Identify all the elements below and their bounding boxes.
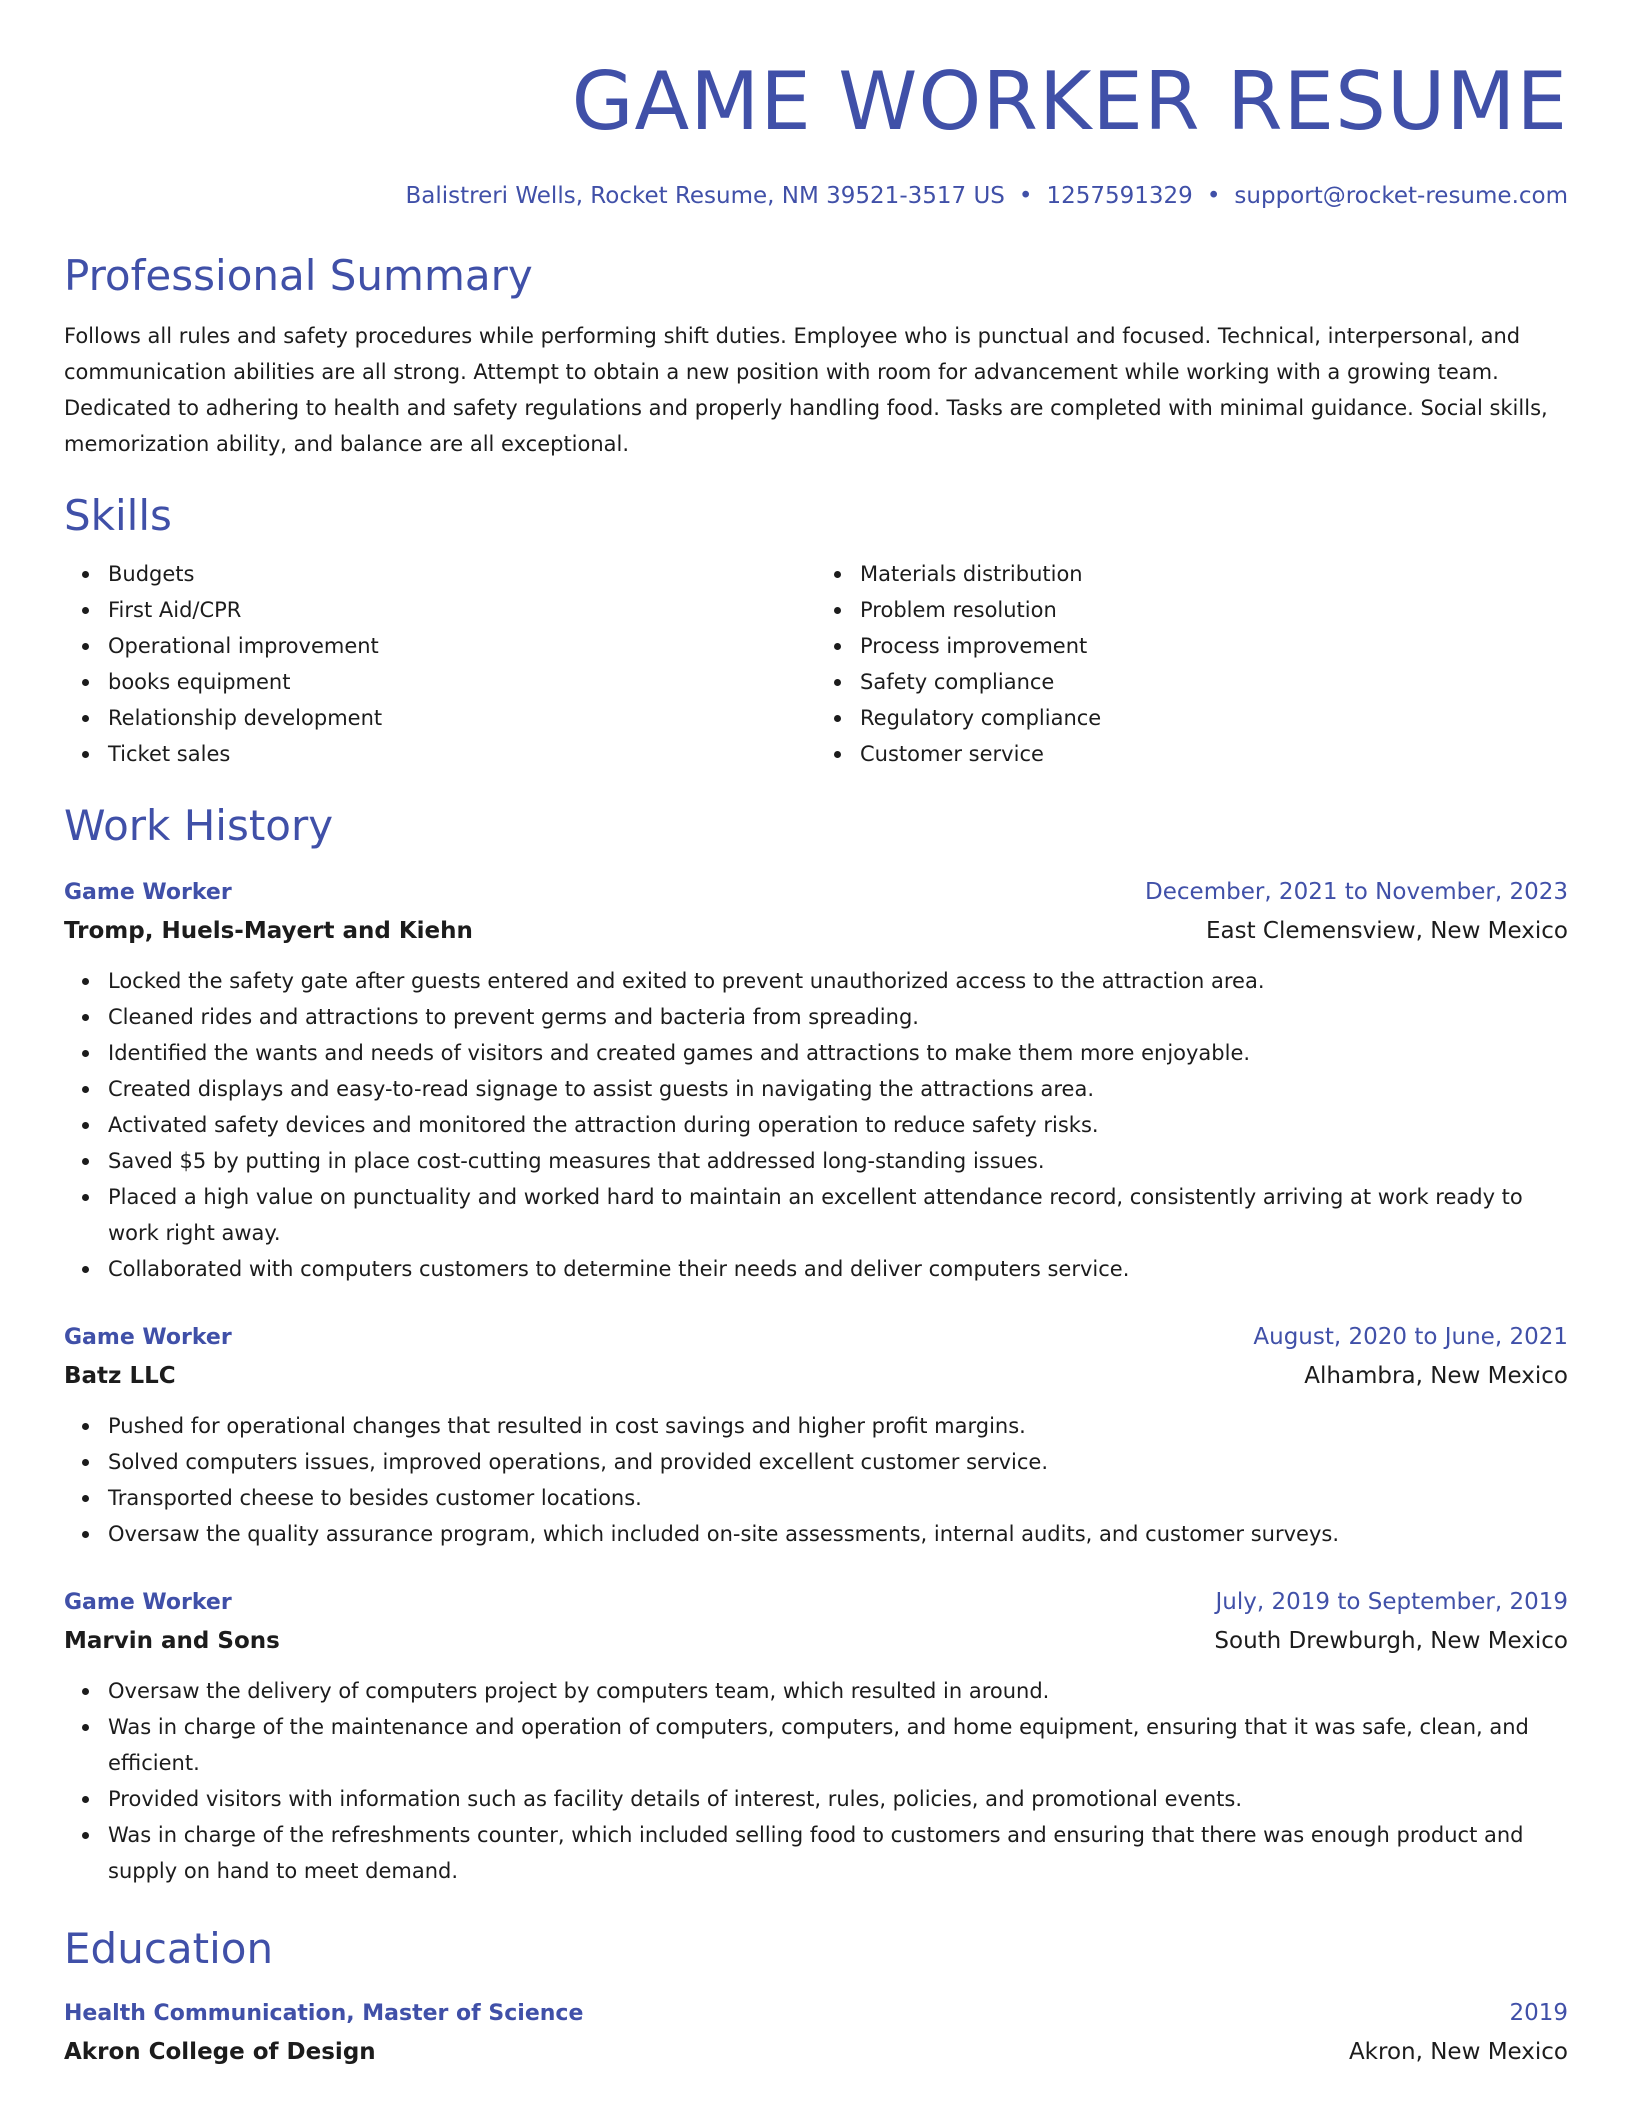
education-heading: Education bbox=[64, 1924, 274, 1973]
skill-item: Ticket sales bbox=[108, 736, 816, 772]
job-entry bbox=[64, 1319, 1568, 1552]
job-bullet: Was in charge of the maintenance and operation of computers, computers, and home equipment, ensuring that it was safe, clean, and efficient. bbox=[108, 1709, 1568, 1781]
job-bullet: Placed a high value on punctuality and worked hard to maintain an excellent attendance record, consistently arriving at work ready to work right away. bbox=[108, 1179, 1568, 1251]
contact-separator: • bbox=[1018, 183, 1033, 209]
education-entry bbox=[64, 1995, 1568, 2070]
job-bullet: Provided visitors with information such as facility details of interest, rules, policies, and promotional events. bbox=[108, 1781, 1568, 1817]
education-year: 2019 bbox=[1509, 2000, 1568, 2026]
job-company: Batz LLC bbox=[64, 1363, 176, 1389]
resume-title: GAME WORKER RESUME bbox=[571, 55, 1568, 148]
skill-item: Problem resolution bbox=[860, 592, 1568, 628]
skills-columns bbox=[64, 556, 1568, 772]
job-location: Alhambra, New Mexico bbox=[1304, 1363, 1568, 1389]
skill-item: Safety compliance bbox=[860, 664, 1568, 700]
contact-line bbox=[64, 180, 1568, 212]
skill-item: books equipment bbox=[108, 664, 816, 700]
education-location: Akron, New Mexico bbox=[1348, 2039, 1568, 2065]
contact-phone: 1257591329 bbox=[1046, 183, 1193, 209]
job-dates: August, 2020 to June, 2021 bbox=[1253, 1324, 1568, 1350]
job-title: Game Worker bbox=[64, 1590, 232, 1615]
job-title: Game Worker bbox=[64, 1325, 232, 1350]
job-bullets bbox=[64, 1408, 1568, 1552]
job-location: East Clemensview, New Mexico bbox=[1205, 918, 1568, 944]
skill-item: Regulatory compliance bbox=[860, 700, 1568, 736]
skills-heading: Skills bbox=[64, 491, 172, 540]
job-bullet: Oversaw the quality assurance program, which included on-site assessments, internal audits, and customer surveys. bbox=[108, 1516, 1568, 1552]
job-bullet: Activated safety devices and monitored the attraction during operation to reduce safety risks. bbox=[108, 1107, 1568, 1143]
job-dates: December, 2021 to November, 2023 bbox=[1145, 879, 1568, 905]
job-dates: July, 2019 to September, 2019 bbox=[1215, 1589, 1568, 1615]
job-company: Tromp, Huels-Mayert and Kiehn bbox=[64, 918, 473, 944]
contact-address: Balistreri Wells, Rocket Resume, NM 39521-3517 US bbox=[405, 183, 1005, 209]
job-bullet: Locked the safety gate after guests entered and exited to prevent unauthorized access to the attraction area. bbox=[108, 963, 1568, 999]
skill-item: Relationship development bbox=[108, 700, 816, 736]
skill-item: Materials distribution bbox=[860, 556, 1568, 592]
job-company: Marvin and Sons bbox=[64, 1628, 280, 1654]
skill-item: Customer service bbox=[860, 736, 1568, 772]
contact-email: support@rocket-resume.com bbox=[1234, 183, 1568, 209]
job-bullets bbox=[64, 1673, 1568, 1889]
job-location: South Drewburgh, New Mexico bbox=[1214, 1628, 1568, 1654]
job-bullet: Transported cheese to besides customer locations. bbox=[108, 1480, 1568, 1516]
education-school: Akron College of Design bbox=[64, 2039, 376, 2065]
contact-separator: • bbox=[1206, 183, 1221, 209]
education-degree: Health Communication, Master of Science bbox=[64, 2001, 584, 2026]
job-bullet: Pushed for operational changes that resulted in cost savings and higher profit margins. bbox=[108, 1408, 1568, 1444]
work-history-heading: Work History bbox=[64, 801, 334, 850]
summary-heading: Professional Summary bbox=[64, 251, 533, 300]
job-bullet: Identified the wants and needs of visitors and created games and attractions to make them more enjoyable. bbox=[108, 1035, 1568, 1071]
job-entry bbox=[64, 874, 1568, 1287]
skill-item: Process improvement bbox=[860, 628, 1568, 664]
job-title: Game Worker bbox=[64, 880, 232, 905]
summary-text: Follows all rules and safety procedures while performing shift duties. Employee who is punctual and focused. Technical, interpersonal, and communication abilities are all strong. Attempt to obtain a new position with room for advancement while working with a growing team. Dedicated to adhering to health and safety regulations and properly handling food. Tasks are completed with minimal guidance. Social skills, memorization ability, and balance are all exceptional. bbox=[64, 324, 1548, 456]
skill-item: Budgets bbox=[108, 556, 816, 592]
job-bullet: Collaborated with computers customers to determine their needs and deliver computers service. bbox=[108, 1251, 1568, 1287]
skill-item: Operational improvement bbox=[108, 628, 816, 664]
skills-list-right bbox=[816, 556, 1568, 772]
skill-item: First Aid/CPR bbox=[108, 592, 816, 628]
job-bullet: Cleaned rides and attractions to prevent germs and bacteria from spreading. bbox=[108, 999, 1568, 1035]
job-bullets bbox=[64, 963, 1568, 1287]
job-bullet: Was in charge of the refreshments counter, which included selling food to customers and ensuring that there was enough product and supply on hand to meet demand. bbox=[108, 1817, 1568, 1889]
job-bullet: Created displays and easy-to-read signage to assist guests in navigating the attractions area. bbox=[108, 1071, 1568, 1107]
job-bullet: Oversaw the delivery of computers project by computers team, which resulted in around. bbox=[108, 1673, 1568, 1709]
job-bullet: Solved computers issues, improved operations, and provided excellent customer service. bbox=[108, 1444, 1568, 1480]
job-bullet: Saved $5 by putting in place cost-cutting measures that addressed long-standing issues. bbox=[108, 1143, 1568, 1179]
job-entry bbox=[64, 1584, 1568, 1889]
skills-list-left bbox=[64, 556, 816, 772]
